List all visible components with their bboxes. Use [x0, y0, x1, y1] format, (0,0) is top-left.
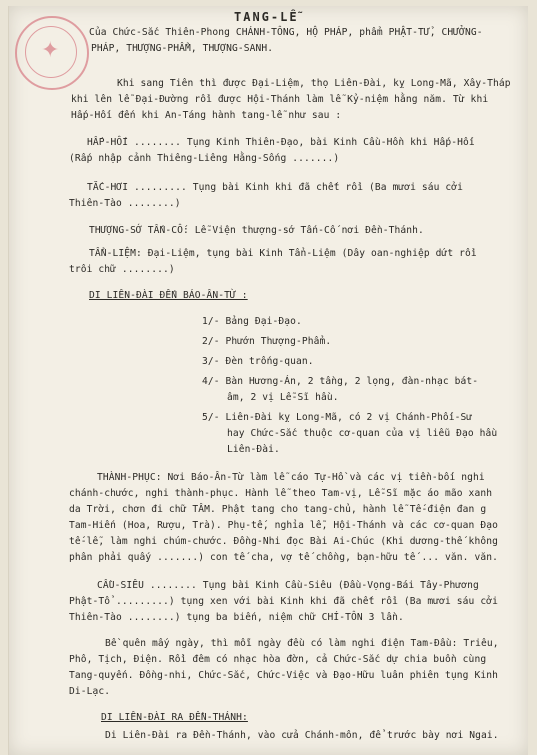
text-line: Hấp-Hối đến khi An-Táng hành tang-lễ như sau : — [71, 110, 342, 121]
document-title: TANG-LỄ — [234, 10, 299, 24]
list-item: 1/- Bảng Đại-Đạo. — [202, 316, 302, 327]
list-item: 4/- Bàn Hương-Án, 2 tầng, 2 lọng, đàn-nhạc bát- — [202, 376, 479, 387]
text-line: Di-Lạc. — [69, 686, 111, 697]
section-tan-liem: TẨN-LIỆM: Đại-Liệm, tụng bài Kinh Tẩn-Liệm (Dây oan-nghiệp dứt rồi — [89, 248, 477, 259]
section-tac-hoi: TẮC-HƠI ......... Tụng bài Kinh khi đã chết rồi (Ba mươi sáu cởi — [87, 182, 464, 193]
document-page — [8, 6, 528, 755]
section-cau-sieu: CẦU-SIÊU ........ Tụng bài Kinh Cầu-Siêu (Đầu-Vọng-Bái Tây-Phương — [97, 580, 479, 591]
heading-di-lien-dai: DI LIÊN-ĐÀI ĐẾN BÁO-ÂN-TỪ : — [89, 290, 248, 301]
list-item-cont: âm, 2 vị Lễ-Sĩ hầu. — [227, 392, 339, 403]
text-line: (Rấp nhập cảnh Thiêng-Liêng Hằng-Sống .......) — [69, 153, 340, 164]
text-line: da Trời, chơn đi chữ TÂM. Phật tang cho tang-chủ, hành lễ Tế-điện đan g — [69, 504, 487, 515]
text-line: Tang-quyến. Đồng-nhi, Chức-Sắc, Chức-Việc và Đạo-Hữu luân phiên tụng Kinh — [69, 670, 498, 681]
text-line: phân phải quấy .......) con tế cha, vợ tế chồng, bạn-hữu tế ... văn. văn. — [69, 552, 498, 563]
red-seal-stamp — [15, 16, 89, 90]
section-hap-hoi: HẤP-HỐI ........ Tụng Kinh Thiên-Đạo, bài Kinh Cầu-Hồn khi Hấp-Hối — [87, 137, 475, 148]
text-line: Thiên-Tào ........) tụng ba biến, niệm chữ CHÍ-TÔN 3 lần. — [69, 612, 404, 623]
text-line: Phật-Tổ .........) tụng xen với bài Kinh khi đã chết rồi (Ba mươi sáu cởi — [69, 596, 498, 607]
list-item: 2/- Phướn Thượng-Phẩm. — [202, 336, 332, 347]
text-line: PHÁP, THƯỢNG-PHẨM, THƯỢNG-SANH. — [91, 43, 274, 54]
list-item-cont: hay Chức-Sắc thuộc cơ-quan của vị liễu Đạo hầu — [227, 428, 498, 439]
text-line: Tam-Hiến (Hoa, Rượu, Trà). Phụ-tế, nghỉa lễ, Hội-Thánh và các cơ-quan Đạo — [69, 520, 498, 531]
list-item: 5/- Liên-Đài kỵ Long-Mã, có 2 vị Chánh-Phối-Sư — [202, 412, 473, 423]
text-line: khi lên lễ Đại-Đường rồi được Hội-Thánh làm lễ Kỷ-niệm hằng năm. Từ khi — [71, 94, 489, 105]
section-thuong-so: THƯỢNG-SỚ TẤN-CỐ: Lễ-Viện thượng-sớ Tấn-Cố nơi Đền-Thánh. — [89, 225, 424, 236]
text-line: Thiên-Tào ........) — [69, 198, 181, 209]
text-line: Di Liên-Đài ra Đền-Thánh, vào cửa Chánh-môn, để trước bày nơi Ngai. — [105, 730, 499, 741]
list-item-cont: Liên-Đài. — [227, 444, 280, 455]
text-line: Phô, Tịch, Điện. Rồi đêm có nhạc hòa đờn, cả Chức-Sắc dự chia buồn cùng — [69, 654, 487, 665]
list-item: 3/- Đèn trống-quan. — [202, 356, 314, 367]
text-line: Của Chức-Sắc Thiên-Phong CHÁNH-TÔNG, HỘ PHÁP, phẩm PHẬT-TỬ, CHƯỞNG- — [89, 27, 483, 38]
section-thanh-phuc: THÀNH-PHỤC: Nơi Báo-Ân-Từ làm lễ cáo Tự-Hồ và các vị tiền-bối nghi — [97, 472, 485, 483]
text-line: chánh-chước, nghi thành-phục. Hành lễ theo Tam-vị, Lễ-Sĩ mặc áo mão xanh — [69, 488, 493, 499]
text-line: trôi chữ ........) — [69, 264, 175, 275]
text-line: Khi sang Tiên thì được Đại-Liệm, thọ Liên-Đài, kỵ Long-Mã, Xây-Tháp — [117, 78, 511, 89]
text-line: Bề quên mấy ngày, thì mỗi ngày đều có làm nghi điện Tam-Đầu: Triêu, — [105, 638, 499, 649]
text-line: tế-lễ, làm nghi chúm-chước. Đồng-Nhi đọc Bài Ai-Chúc (Khi dương-thế không — [69, 536, 498, 547]
seal-star-icon: ✦ — [41, 38, 60, 63]
heading-di-lien-dai-ra: DI LIÊN-ĐÀI RA ĐỀN-THÁNH: — [101, 712, 248, 723]
